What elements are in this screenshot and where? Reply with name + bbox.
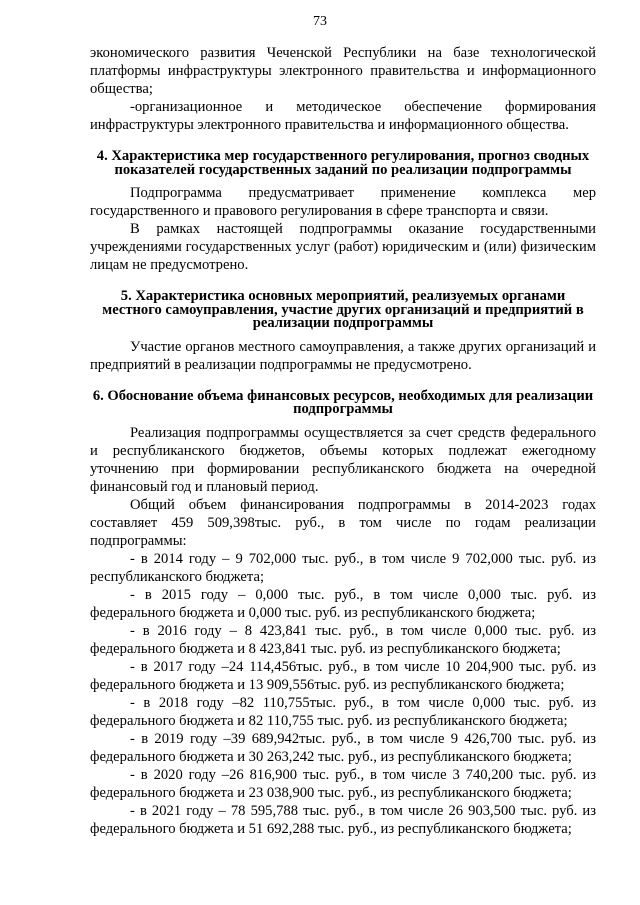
section-6-heading: 6. Обоснование объема финансовых ресурсов, необходимых для реализации подпрограммы	[92, 387, 594, 417]
funding-year-2020: - в 2020 году –26 816,900 тыс. руб., в том числе 3 740,200 тыс. руб. из федерального бюджета и 23 038,900 тыс. руб., из республиканского бюджета;	[90, 766, 596, 801]
section-5-heading: 5. Характеристика основных мероприятий, реализуемых органами местного самоуправления, участие других организаций и предприятий в реализации подпрограммы	[102, 288, 584, 331]
document-body	[90, 44, 596, 838]
section-4-heading: 4. Характеристика мер государственного регулирования, прогноз сводных показателей государственных заданий по реализации подпрограммы	[96, 148, 590, 178]
funding-year-2016: - в 2016 году – 8 423,841 тыс. руб., в том числе 0,000 тыс. руб. из федерального бюджета и 8 423,841 тыс. руб. из республиканского бюджета;	[90, 622, 596, 657]
funding-year-2014: - в 2014 году – 9 702,000 тыс. руб., в том числе 9 702,000 тыс. руб. из республиканского бюджета;	[90, 550, 596, 585]
page-number: 73	[313, 14, 327, 29]
intro-paragraph-1: экономического развития Чеченской Республики на базе технологической платформы инфраструктуры электронного правительства и информационного общества;	[90, 45, 596, 97]
funding-year-2017: - в 2017 году –24 114,456тыс. руб., в том числе 10 204,900 тыс. руб. из федерального бюджета и 13 909,556тыс. руб. из республиканского бюджета;	[90, 658, 596, 693]
section-4-paragraph-1: Подпрограмма предусматривает применение комплекса мер государственного и правового регулирования в сфере транспорта и связи.	[90, 185, 596, 219]
funding-year-2019: - в 2019 году –39 689,942тыс. руб., в том числе 9 426,700 тыс. руб. из федерального бюджета и 30 263,242 тыс. руб., из республиканского бюджета;	[90, 730, 596, 765]
funding-year-2018: - в 2018 году –82 110,755тыс. руб., в том числе 0,000 тыс. руб. из федерального бюджета и 82 110,755 тыс. руб. из республиканского бюджета;	[90, 694, 596, 729]
section-5-paragraph-1: Участие органов местного самоуправления, а также других организаций и предприятий в реализации подпрограммы не предусмотрено.	[90, 338, 596, 373]
funding-year-2015: - в 2015 году – 0,000 тыс. руб., в том числе 0,000 тыс. руб. из федерального бюджета и 0,000 тыс. руб. из республиканского бюджета;	[90, 586, 596, 621]
funding-year-2021: - в 2021 году – 78 595,788 тыс. руб., в том числе 26 903,500 тыс. руб. из федерального бюджета и 51 692,288 тыс. руб., из республиканского бюджета;	[90, 802, 596, 837]
section-6-paragraph-1: Реализация подпрограммы осуществляется за счет средств федерального и республиканского бюджетов, объемы которых подлежат ежегодному уточнению при формировании республиканского бюджета на очередной финансовый год и плановый период.	[90, 424, 596, 495]
intro-paragraph-2: -организационное и методическое обеспечение формирования инфраструктуры электронного правительства и информационного общества.	[90, 99, 596, 133]
section-6-paragraph-2: Общий объем финансирования подпрограммы в 2014-2023 годах составляет 459 509,398тыс. руб., в том числе по годам реализации подпрограммы:	[90, 496, 596, 549]
section-4-paragraph-2: В рамках настоящей подпрограммы оказание государственными учреждениями государственных услуг (работ) юридическим и (или) физическим лицам не предусмотрено.	[90, 221, 596, 273]
